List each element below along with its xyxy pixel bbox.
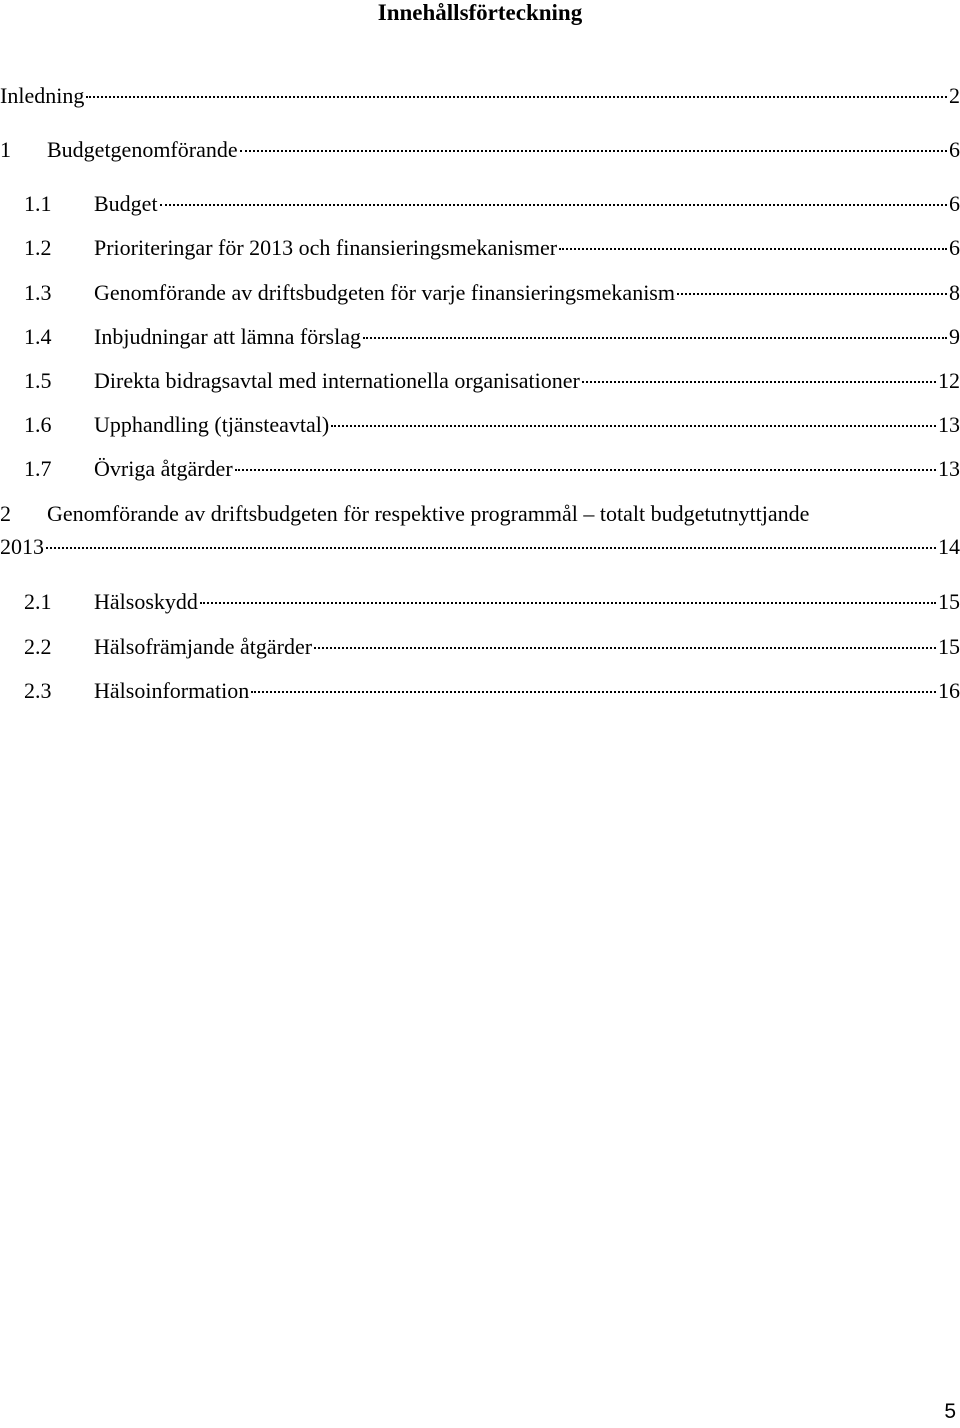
dot-leader	[331, 425, 936, 427]
toc-entry-number: 1.5	[24, 368, 52, 393]
toc-entry-number: 1.1	[24, 191, 52, 216]
dot-leader	[582, 381, 936, 383]
toc-entry-1-3[interactable]	[0, 280, 960, 306]
toc-entry-2-3[interactable]	[0, 678, 960, 704]
toc-entry-number: 2.2	[24, 634, 52, 659]
toc-entry-page: 15	[938, 634, 960, 659]
toc-entry-1-6[interactable]	[0, 412, 960, 438]
toc-entry-number: 1.3	[24, 280, 52, 305]
toc-entry-1-1[interactable]	[0, 191, 960, 217]
dot-leader	[314, 647, 936, 649]
toc-entry-1-2[interactable]	[0, 235, 960, 261]
toc-entry-title: Budget	[94, 191, 158, 216]
toc-entry-title-continuation: 2013	[0, 534, 44, 559]
toc-entry-title: Inbjudningar att lämna förslag	[94, 324, 361, 349]
toc-entry-page: 9	[949, 324, 960, 349]
dot-leader	[251, 691, 936, 693]
toc-entry-1-5[interactable]	[0, 368, 960, 394]
toc-entry-page: 16	[938, 678, 960, 703]
toc-entry-title: Övriga åtgärder	[94, 456, 233, 481]
toc-entry-title: Genomförande av driftsbudgeten för respektive programmål – totalt budgetutnyttjande	[47, 501, 810, 526]
toc-entry-number: 2.3	[24, 678, 52, 703]
dot-leader	[363, 337, 947, 339]
dot-leader	[160, 204, 947, 206]
toc-entry-page: 8	[949, 280, 960, 305]
toc-entry-page: 2	[949, 83, 960, 108]
toc-entry-page: 15	[938, 589, 960, 614]
toc-entry-number: 1.2	[24, 235, 52, 260]
toc-entry-number: 2	[0, 501, 11, 526]
toc-entry-title: Genomförande av driftsbudgeten för varje finansieringsmekanism	[94, 280, 675, 305]
dot-leader	[86, 96, 947, 98]
toc-entry-number: 1.4	[24, 324, 52, 349]
toc-entry-title: Hälsoinformation	[94, 678, 250, 703]
toc-entry-page: 6	[949, 137, 960, 162]
toc-entry-title: Budgetgenomförande	[47, 137, 238, 162]
page-number: 5	[944, 1400, 956, 1423]
toc-entry-page: 6	[949, 191, 960, 216]
toc-entry-number: 1.7	[24, 456, 52, 481]
toc-entry-number: 2.1	[24, 589, 52, 614]
dot-leader	[559, 248, 947, 250]
toc-entry-title: Hälsoskydd	[94, 589, 198, 614]
toc-entry-page: 6	[949, 235, 960, 260]
dot-leader	[240, 150, 947, 152]
toc-entry-1-4[interactable]	[0, 324, 960, 350]
toc-entry-page: 13	[938, 412, 960, 437]
toc-entry-inledning[interactable]	[0, 83, 960, 109]
toc-entry-title: Prioriteringar för 2013 och finansieringsmekanismer	[94, 235, 558, 260]
toc-entry-title: Upphandling (tjänsteavtal)	[94, 412, 330, 437]
toc-entry-number: 1	[0, 137, 11, 162]
toc-entry-2-continuation[interactable]	[0, 534, 960, 560]
toc-entry-page: 14	[938, 534, 960, 559]
dot-leader	[46, 547, 936, 549]
toc-entry-2-2[interactable]	[0, 634, 960, 660]
dot-leader	[200, 602, 936, 604]
toc-entry-1-7[interactable]	[0, 456, 960, 482]
dot-leader	[677, 293, 947, 295]
toc-entry-page: 12	[938, 368, 960, 393]
toc-entry-page: 13	[938, 456, 960, 481]
toc-entry-title: Direkta bidragsavtal med internationella organisationer	[94, 368, 580, 393]
toc-heading: Innehållsförteckning	[377, 0, 583, 25]
toc-entry-1[interactable]	[0, 137, 960, 163]
toc-entry-2[interactable]	[0, 501, 960, 527]
toc-entry-title: Inledning	[0, 83, 85, 108]
toc-entry-number: 1.6	[24, 412, 52, 437]
toc-entry-2-1[interactable]	[0, 589, 960, 615]
dot-leader	[235, 469, 936, 471]
toc-entry-title: Hälsofrämjande åtgärder	[94, 634, 313, 659]
